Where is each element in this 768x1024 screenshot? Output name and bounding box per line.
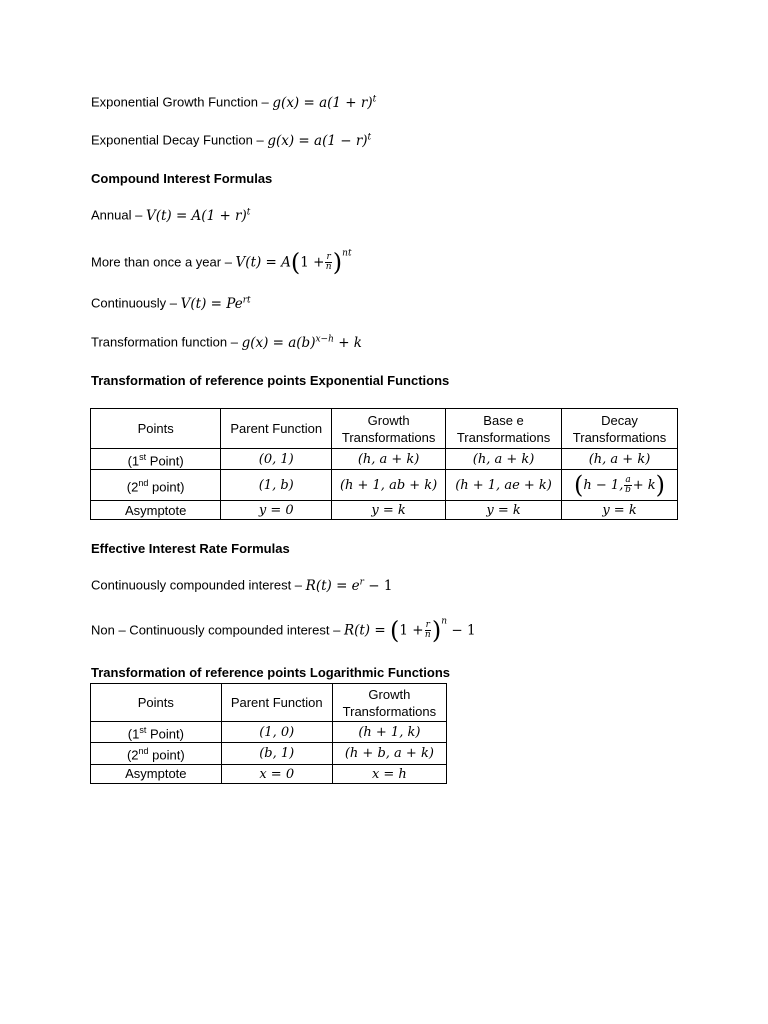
row-point-label: (1st Point) [91, 449, 221, 470]
continuous-compounded-line [91, 577, 392, 594]
header-parent-function: Parent Function [221, 684, 332, 722]
growth-function-line [91, 94, 376, 111]
more-than-once-line [91, 248, 352, 276]
row-parent: x = 0 [221, 764, 332, 783]
decay-function-label: Exponential Decay Function – [91, 132, 264, 148]
header-parent-function: Parent Function [221, 409, 332, 449]
transformation-function-formula: $g(x) = a(b)^{x-h} + k$ [241, 334, 362, 351]
row-growth: (h + b, a + k) [332, 743, 446, 764]
table-row [91, 722, 447, 743]
annual-formula: $V(t) = A(1 + r)^t$ [145, 207, 251, 224]
exp-table-heading: Transformation of reference points Exponential Functions [91, 373, 450, 388]
row-growth: (h + 1, k) [332, 722, 446, 743]
row-parent: y = 0 [221, 501, 332, 520]
row-base-e: y = k [446, 501, 562, 520]
row-parent: (0, 1) [221, 449, 332, 470]
table-row [91, 501, 678, 520]
continuously-label: Continuously – [91, 295, 177, 311]
logarithmic-reference-table [90, 683, 447, 784]
table-header-row [91, 409, 678, 449]
row-parent: (b, 1) [221, 743, 332, 764]
more-than-once-label: More than once a year – [91, 254, 232, 270]
row-growth: (h, a + k) [332, 449, 446, 470]
row-parent: (1, 0) [221, 722, 332, 743]
row-parent: (1, b) [221, 470, 332, 501]
table-row [91, 743, 447, 764]
row-decay: y = k [562, 501, 678, 520]
row-point-label: (1st Point) [91, 722, 222, 743]
continuous-compounded-formula: $R(t) = e^r - 1$ [305, 577, 393, 594]
header-base-e: Base e Transformations [446, 409, 562, 449]
growth-function-label: Exponential Growth Function – [91, 94, 269, 110]
row-base-e: (h + 1, ae + k) [446, 470, 562, 501]
effective-interest-heading: Effective Interest Rate Formulas [91, 541, 290, 556]
continuous-compounded-label: Continuously compounded interest – [91, 577, 303, 593]
row-growth: x = h [332, 764, 446, 783]
row-point-label: (2nd point) [91, 470, 221, 501]
row-growth: y = k [332, 501, 446, 520]
growth-function-formula: $g(x) = a(1 + r)^t$ [272, 94, 377, 111]
row-point-label: Asymptote [91, 501, 221, 520]
header-growth: Growth Transformations [332, 409, 446, 449]
header-decay: Decay Transformations [562, 409, 678, 449]
compound-interest-heading: Compound Interest Formulas [91, 171, 273, 186]
header-points: Points [91, 684, 222, 722]
non-continuous-label: Non – Continuously compounded interest – [91, 622, 341, 638]
non-continuous-formula: R(t) = (1 + $\frac{r}{n}$ )$^n$ − 1 [343, 616, 476, 644]
decay-function-formula: $g(x) = a(1 - r)^t$ [267, 132, 372, 149]
decay-function-line [91, 132, 371, 149]
table-row [91, 764, 447, 783]
header-growth: Growth Transformations [332, 684, 446, 722]
continuously-line [91, 295, 251, 312]
table-header-row [91, 684, 447, 722]
row-decay: (h, a + k) [562, 449, 678, 470]
row-base-e: (h, a + k) [446, 449, 562, 470]
row-point-label: (2nd point) [91, 743, 222, 764]
header-points: Points [91, 409, 221, 449]
exponential-reference-table [90, 408, 678, 520]
table-row [91, 470, 678, 501]
log-table-heading: Transformation of reference points Logarithmic Functions [91, 665, 450, 680]
continuously-formula: $V(t) = Pe^{rt}$ [180, 295, 251, 312]
transformation-function-line [91, 334, 362, 351]
table-row [91, 449, 678, 470]
row-decay: (h − 1, $\frac{a}{b}$ + k) [562, 470, 678, 501]
row-growth: (h + 1, ab + k) [332, 470, 446, 501]
row-point-label: Asymptote [91, 764, 222, 783]
non-continuous-line [91, 616, 476, 644]
more-than-once-formula: V(t) = A(1 + $\frac{r}{n}$ )$^{nt}$ [235, 248, 352, 276]
annual-line [91, 207, 250, 224]
transformation-function-label: Transformation function – [91, 334, 238, 350]
annual-label: Annual – [91, 207, 143, 223]
